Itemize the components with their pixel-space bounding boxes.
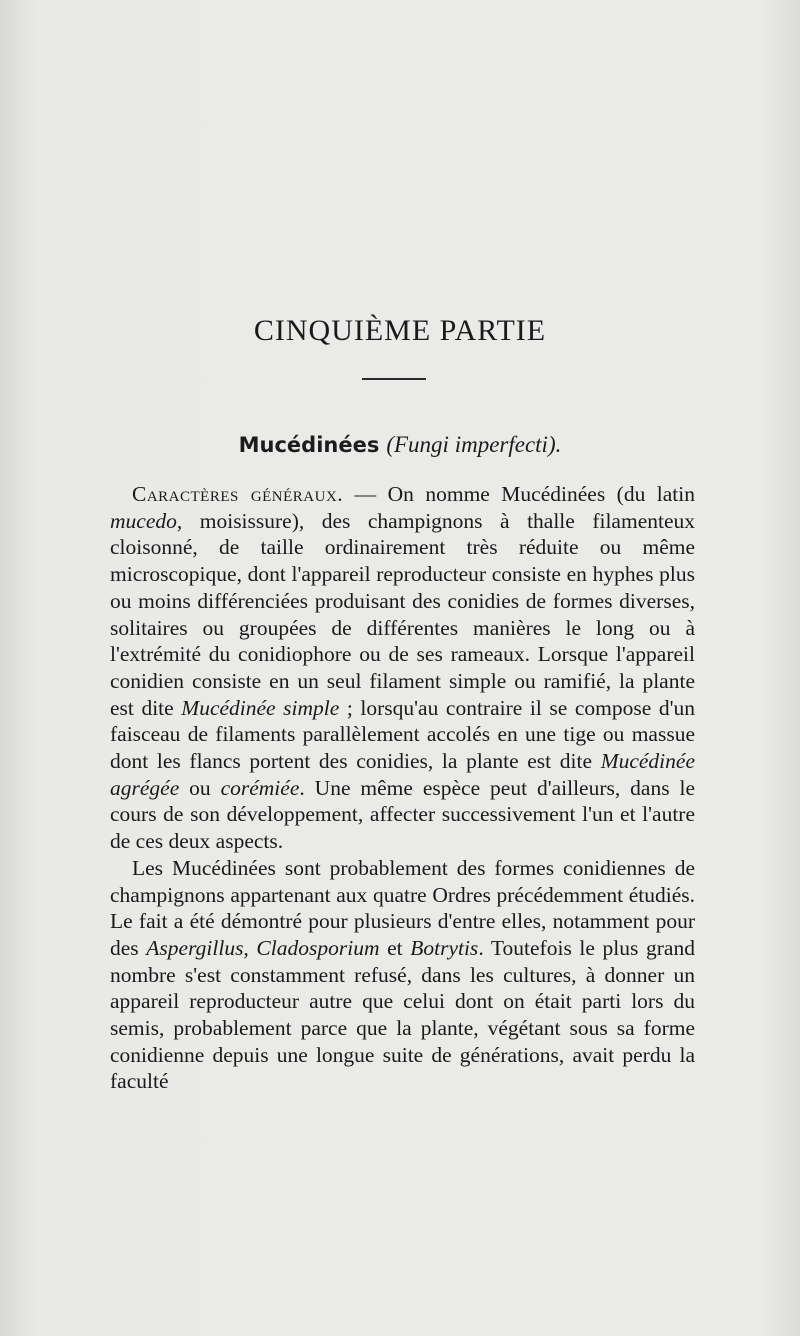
section-name: Mucédinées <box>238 433 380 457</box>
title-divider <box>362 378 426 380</box>
text-run: . Une même espèce peut d'ailleurs, dans le cours de son développement, affecter successivement l'un et l'autre de ces deux aspects. <box>110 775 695 854</box>
text-run: et <box>379 935 411 960</box>
italic-term: Mucédinée agrégée <box>110 749 695 800</box>
italic-term: Aspergillus, Cladosporium <box>146 935 380 960</box>
section-latin-name: (Fungi imperfecti). <box>386 432 562 457</box>
body-text <box>110 481 695 1095</box>
paragraph-1 <box>110 481 695 855</box>
italic-term: mucedo <box>110 508 177 533</box>
section-heading <box>0 432 800 458</box>
text-run: Les Mucédinées sont probablement des formes conidiennes de champignons appartenant aux quatre Ordres précédemment étudiés. Le fait a été démontré pour plusieurs d'entre elles, notamment pour des <box>110 855 695 960</box>
paragraph-2 <box>110 855 695 1095</box>
text-run: , moisissure), des champignons à thalle filamenteux cloisonné, de taille ordinairement très réduite ou même microscopique, dont l'appareil reproducteur consiste en hyphes plus ou moins différenciées produisant des conidies de formes diverses, solitaires ou groupées de différentes manières le long ou à l'extrémité du conidiophore ou de ses rameaux. Lorsque l'appareil conidien consiste en un seul filament simple ou ramifié, la plante est dite <box>110 508 695 720</box>
paragraph-lead: Caractères généraux. <box>132 482 344 506</box>
text-run: — On nomme Mucédinées (du latin <box>343 482 695 506</box>
italic-term: Botrytis <box>410 935 479 960</box>
text-run: ou <box>179 775 221 800</box>
part-title: CINQUIÈME PARTIE <box>253 314 547 347</box>
text-run: . Toutefois le plus grand nombre s'est constamment refusé, dans les cultures, à donner un appareil reproducteur autre que celui dont on était parti lors du semis, probablement parce que la plante, végétant sous sa forme conidienne depuis une longue suite de générations, avait perdu la faculté <box>110 935 695 1094</box>
text-run: ; lorsqu'au contraire il se compose d'un faisceau de filaments parallèlement accolés en une tige ou massue dont les flancs portent des conidies, la plante est dite <box>110 695 696 774</box>
italic-term: Mucédinée simple <box>181 695 340 720</box>
italic-term: corémiée <box>220 775 300 800</box>
